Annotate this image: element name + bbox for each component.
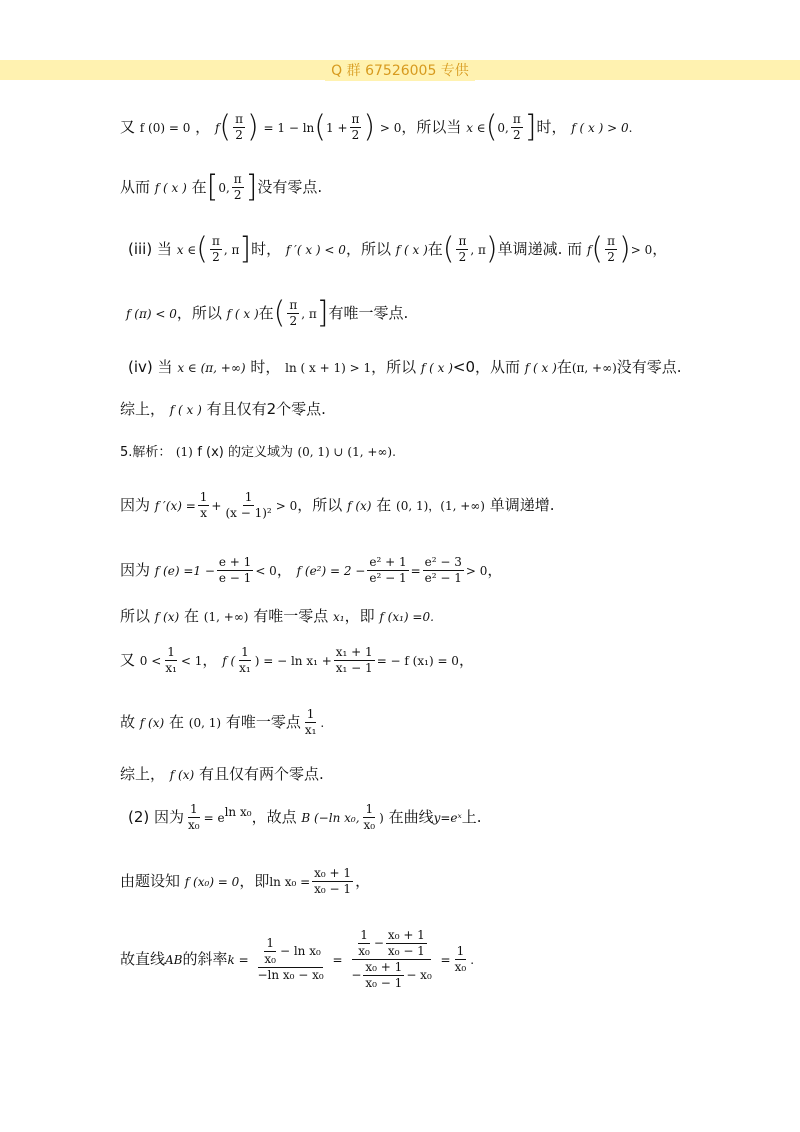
text-line-16: 故直线AB的斜率k = $\frac{1}{\text{x₀}}$ − ln x₀ −ln x₀ − x₀ = $\frac{1}{\text{x₀}}$ − $\frac{\text{x₀ + 1}}{\text{x₀ − 1}}$ − $\frac{\text{x₀ + 1}}{\text{x₀ − 1}}$ − x₀ = $\frac{1}{\text{x₀}}$ . — [120, 928, 475, 990]
paren: ( — [219, 109, 232, 145]
watermark: Q 群 67526005 专供 — [0, 60, 800, 80]
text-line-6: 综上， f ( x ) 有且仅有2个零点. — [120, 400, 326, 418]
fraction: $\frac{\pi}{2}$ — [351, 112, 360, 142]
text-line-8: 因为 f ′(x) = $\frac{1}{x}$ + $\frac{1}{\text{(x − 1)²}}$ > 0，所以 f (x) 在 (0, 1)，(1, +∞) 单调递增. — [120, 490, 555, 520]
text-line-2: 从而 f ( x ) 在[0, $\frac{\pi}{2}$ ]没有零点. — [120, 169, 323, 205]
paren: ) — [247, 109, 259, 145]
text-line-14: (2) 因为 $\frac{1}{\text{x₀}}$ = $e^{ln x_0}$，故点 B (−ln x₀, $\frac{1}{\text{x₀}}$ ) 在曲线y=eˣ上. — [128, 802, 482, 832]
text-line-13: 综上， f (x) 有且仅有两个零点. — [120, 765, 324, 783]
text-line-3: (iii) 当 x ∈( $\frac{\pi}{2}$ , π]时， f ′( x ) < 0，所以 f ( x )在( $\frac{\pi}{2}$ , π)单调递减. 而 f( $\frac{\pi}{2}$ )> 0， — [128, 231, 668, 267]
text-line-9: 因为 f (e) =1 − $\frac{e + 1}{e - 1}$ < 0， f (e²) = 2 − $\frac{\text{e² + 1}}{\text{e² − 1}}$ = $\frac{\text{e² − 3}}{\text{e² − 1}}$ > 0， — [120, 555, 503, 585]
text-line-11: 又 0 < $\frac{1}{\text{x₁}}$ < 1， f ( $\frac{1}{\text{x₁}}$ ) = − ln x₁ + $\frac{\text{x₁ + 1}}{\text{x₁ − 1}}$ = − f (x₁) = 0， — [120, 645, 474, 675]
text: ，所以当 — [401, 118, 462, 136]
text-line-1: 又 f (0) = 0 ， f( $\frac{\pi}{2}$ ) = 1 − ln(1 + $\frac{\pi}{2}$ ) > 0，所以当 x ∈(0, $\frac{\pi}{2}$ ]时， f ( x ) > 0. — [120, 109, 633, 145]
formula: > 0 — [379, 121, 402, 135]
text-line-5: (iv) 当 x ∈ (π, +∞) 时， ln ( x + 1) > 1，所以 f ( x )<0，从而 f ( x )在(π, +∞)没有零点. — [128, 358, 682, 376]
formula: f — [214, 121, 220, 135]
text-line-7: 5.解析： (1) f (x) 的定义域为 (0, 1) ∪ (1, +∞). — [120, 445, 396, 460]
fraction: $\frac{\pi}{2}$ — [235, 112, 244, 142]
text: 又 — [120, 118, 136, 136]
text-line-10: 所以 f (x) 在 (1, +∞) 有唯一零点 x₁，即 f (x₁) =0. — [120, 607, 434, 625]
text: ， — [195, 118, 211, 136]
formula: f (0) = 0 — [139, 121, 191, 135]
text-line-15: 由题设知 f (x₀) = 0，即ln x₀ = $\frac{\text{x₀ + 1}}{\text{x₀ − 1}}$ ， — [120, 866, 371, 896]
text-line-4: f (π) < 0，所以 f ( x )在( $\frac{\pi}{2}$ , π]有唯一零点. — [126, 295, 409, 331]
text-line-12: 故 f (x) 在 (0, 1) 有唯一零点 $\frac{1}{\text{x₁}}$ . — [120, 707, 325, 737]
big-fraction-1: $\frac{1}{\text{x₀}}$ − ln x₀ −ln x₀ − x₀ — [257, 936, 324, 982]
formula: = 1 − ln — [263, 121, 315, 135]
big-fraction-2: $\frac{1}{\text{x₀}}$ − $\frac{\text{x₀ + 1}}{\text{x₀ − 1}}$ − $\frac{\text{x₀ + 1}}{\text{x₀ − 1}}$ − x₀ — [351, 928, 432, 990]
